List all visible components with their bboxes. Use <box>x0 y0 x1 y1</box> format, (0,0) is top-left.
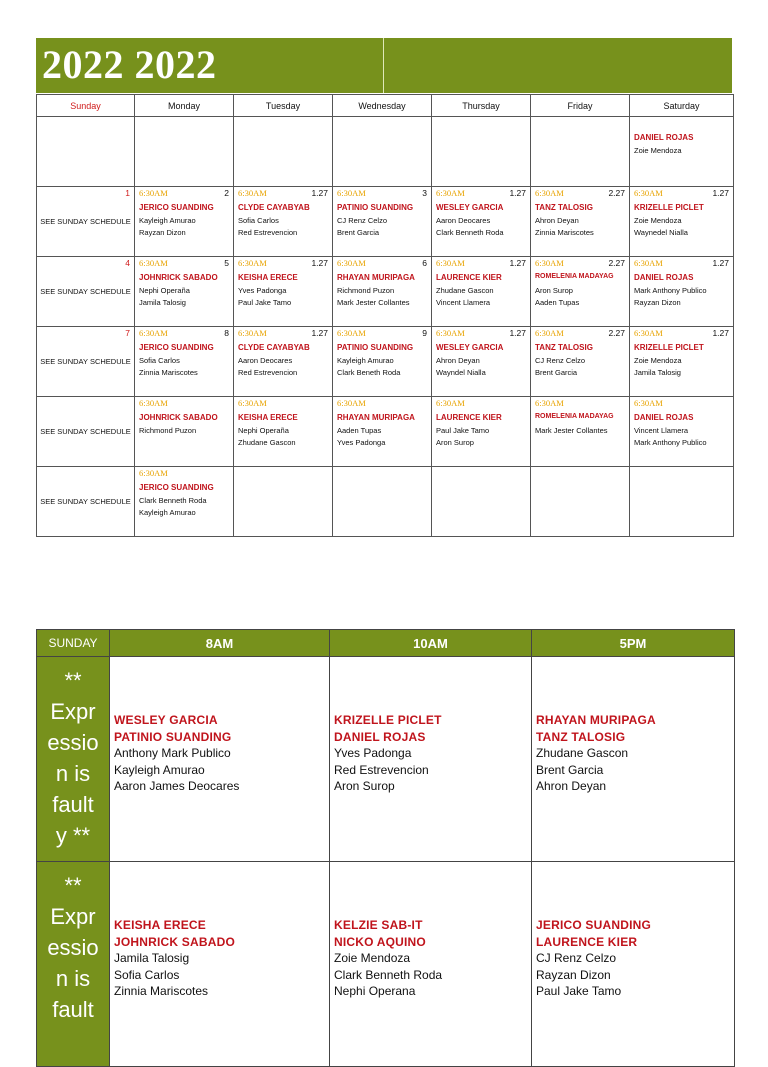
calendar-cell <box>135 397 234 467</box>
page-title: 2022 2022 <box>42 42 217 87</box>
shift-leader: TANZ TALOSIG <box>535 343 593 352</box>
date-number: 1.27 <box>311 328 328 338</box>
calendar-cell <box>432 467 531 537</box>
date-number: 1.27 <box>712 188 729 198</box>
date-number: 1.27 <box>311 258 328 268</box>
date-number: 2.27 <box>608 328 625 338</box>
sunday-note-text: SEE SUNDAY SCHEDULE <box>40 217 131 226</box>
sunday-schedule-note <box>37 357 134 367</box>
shift-member: Aron Surop <box>436 438 474 447</box>
slot-leader: KELZIE SAB-IT <box>334 918 423 932</box>
calendar-header-row <box>37 95 734 117</box>
shift-leader: JOHNRICK SABADO <box>139 273 218 282</box>
shift-member: Clark Beneth Roda <box>337 368 401 377</box>
shift-time: 6:30AM <box>634 258 663 268</box>
shift-member: Ahron Deyan <box>535 216 579 225</box>
date-number: 2.27 <box>608 258 625 268</box>
slot-member: Anthony Mark Publico <box>114 746 231 760</box>
shift-leader: LAURENCE KIER <box>436 273 502 282</box>
shift-member: Kayleigh Amurao <box>139 216 196 225</box>
shift-member: Paul Jake Tamo <box>238 298 292 307</box>
day-header-monday: Monday <box>135 95 234 117</box>
calendar-cell <box>432 187 531 257</box>
date-number: 4 <box>125 258 130 268</box>
shift-leader: DANIEL ROJAS <box>634 413 694 422</box>
shift-leader: JERICO SUANDING <box>139 343 214 352</box>
shift-time: 6:30AM <box>436 188 465 198</box>
slot-leader: RHAYAN MURIPAGA <box>536 713 656 727</box>
sunday-note-text: SEE SUNDAY SCHEDULE <box>40 427 131 436</box>
slot-leader: NICKO AQUINO <box>334 934 426 949</box>
shift-leader: WESLEY GARCIA <box>436 203 504 212</box>
calendar-cell <box>630 257 734 327</box>
calendar-cell <box>531 467 630 537</box>
shift-member: Vincent Llamera <box>634 426 689 435</box>
calendar-week-row <box>37 397 734 467</box>
shift-time: 6:30AM <box>238 258 267 268</box>
time-header-10am: 10AM <box>330 630 532 657</box>
shift-time: 6:30AM <box>337 398 366 408</box>
calendar-cell <box>234 467 333 537</box>
date-number: 2 <box>224 188 229 198</box>
shift-time: 6:30AM <box>634 398 663 408</box>
shift-time: 6:30AM <box>535 258 564 268</box>
shift-member: Mark Anthony Publico <box>634 438 707 447</box>
sunday-slot-cell <box>532 862 735 1067</box>
shift-member: Aron Surop <box>535 286 573 295</box>
shift-leader: TANZ TALOSIG <box>535 203 593 212</box>
shift-member: Zinnia Mariscotes <box>535 228 594 237</box>
date-number: 6 <box>422 258 427 268</box>
slot-leader: TANZ TALOSIG <box>536 729 626 744</box>
shift-leader: JERICO SUANDING <box>139 203 214 212</box>
shift-leader: LAURENCE KIER <box>436 413 502 422</box>
shift-member: Jamila Talosig <box>139 298 186 307</box>
shift-member: Kayleigh Amurao <box>139 508 196 517</box>
shift-member: Aaron Deocares <box>436 216 491 225</box>
shift-member: Red Estrevencion <box>238 228 298 237</box>
slot-member: Jamila Talosig <box>114 951 190 965</box>
date-number: 1.27 <box>509 188 526 198</box>
day-header-wednesday: Wednesday <box>333 95 432 117</box>
calendar-cell <box>531 187 630 257</box>
slot-member: CJ Renz Celzo <box>536 951 617 965</box>
date-number: 2.27 <box>608 188 625 198</box>
date-number: 1 <box>125 188 130 198</box>
shift-member: Rayzan Dizon <box>634 298 681 307</box>
date-number: 1.27 <box>509 328 526 338</box>
shift-time: 6:30AM <box>634 188 663 198</box>
calendar-cell <box>333 117 432 187</box>
shift-time: 6:30AM <box>535 188 564 198</box>
error-text-line: ** <box>64 873 82 898</box>
calendar-cell <box>234 117 333 187</box>
calendar-cell <box>630 187 734 257</box>
sunday-schedule-note <box>37 427 134 437</box>
slot-member: Nephi Operana <box>334 984 416 998</box>
slot-leader: JERICO SUANDING <box>536 918 652 932</box>
calendar-cell <box>234 187 333 257</box>
slot-member: Kayleigh Amurao <box>114 762 205 777</box>
shift-member: Mark Jester Collantes <box>535 426 608 435</box>
shift-member: Ahron Deyan <box>436 356 480 365</box>
slot-member: Rayzan Dizon <box>536 967 611 982</box>
shift-time: 6:30AM <box>139 468 168 478</box>
calendar-cell-sunday <box>37 467 135 537</box>
calendar-cell-sunday <box>37 187 135 257</box>
sunday-date-cell <box>37 657 110 862</box>
day-header-tuesday: Tuesday <box>234 95 333 117</box>
shift-member: Aaron Deocares <box>238 356 293 365</box>
error-text-line: essio <box>47 730 99 755</box>
shift-leader: DANIEL ROJAS <box>634 273 694 282</box>
shift-leader: JERICO SUANDING <box>139 483 214 492</box>
error-text-line: essio <box>47 935 99 960</box>
shift-member: Aaden Tupas <box>337 426 382 435</box>
shift-time: 6:30AM <box>139 328 168 338</box>
sunday-slot-cell <box>110 657 330 862</box>
calendar-cell <box>432 257 531 327</box>
slot-member: Aron Surop <box>334 779 395 793</box>
calendar-cell <box>135 467 234 537</box>
shift-leader: KEISHA ERECE <box>238 413 298 422</box>
shift-leader: KEISHA ERECE <box>238 273 298 282</box>
shift-member: Mark Anthony Publico <box>634 286 707 295</box>
slot-leader: JOHNRICK SABADO <box>114 934 236 949</box>
calendar-cell <box>531 257 630 327</box>
shift-leader: JOHNRICK SABADO <box>139 413 218 422</box>
slot-member: Brent Garcia <box>536 762 604 777</box>
shift-member: Red Estrevencion <box>238 368 298 377</box>
date-number: 8 <box>224 328 229 338</box>
calendar-cell <box>37 117 135 187</box>
shift-time: 6:30AM <box>238 328 267 338</box>
calendar-cell-sunday <box>37 257 135 327</box>
date-number: 1.27 <box>311 188 328 198</box>
sunday-schedule-note <box>37 287 134 297</box>
slot-leader: LAURENCE KIER <box>536 934 638 949</box>
slot-leader: KEISHA ERECE <box>114 918 206 932</box>
header-banner <box>36 38 732 93</box>
time-header-8am: 8AM <box>110 630 330 657</box>
shift-member: Clark Benneth Roda <box>139 496 207 505</box>
shift-member: CJ Renz Celzo <box>535 356 586 365</box>
shift-member: Richmond Puzon <box>139 426 197 435</box>
slot-member: Zoie Mendoza <box>334 951 411 965</box>
shift-member: CJ Renz Celzo <box>337 216 388 225</box>
shift-member: Brent Garcia <box>535 368 578 377</box>
sunday-schedule-note <box>37 217 134 227</box>
day-header-sunday: Sunday <box>37 95 135 117</box>
date-number: 7 <box>125 328 130 338</box>
sunday-note-text: SEE SUNDAY SCHEDULE <box>40 497 131 506</box>
slot-member: Sofia Carlos <box>114 967 180 982</box>
sunday-note-text: SEE SUNDAY SCHEDULE <box>40 287 131 296</box>
calendar-cell <box>135 117 234 187</box>
shift-leader: RHAYAN MURIPAGA <box>337 413 415 422</box>
error-text-line: n is <box>55 966 91 991</box>
shift-time: 6:30AM <box>238 188 267 198</box>
day-header-saturday: Saturday <box>630 95 734 117</box>
shift-leader: PATINIO SUANDING <box>337 343 414 352</box>
shift-member: Clark Benneth Roda <box>436 228 504 237</box>
shift-member: Zoie Mendoza <box>634 146 682 155</box>
sunday-date-cell <box>37 862 110 1067</box>
date-number: 3 <box>422 188 427 198</box>
calendar-cell <box>234 397 333 467</box>
sunday-label: SUNDAY <box>37 630 110 657</box>
slot-leader: PATINIO SUANDING <box>114 729 232 744</box>
shift-member: Richmond Puzon <box>337 286 395 295</box>
sunday-slot-cell <box>110 862 330 1067</box>
calendar-cell <box>432 117 531 187</box>
error-text-line: Expr <box>50 904 96 929</box>
error-text-line: n is <box>55 761 91 786</box>
banner-divider <box>383 38 384 93</box>
shift-member: Yves Padonga <box>238 286 287 295</box>
sunday-slot-cell <box>330 657 532 862</box>
shift-member: Vincent Llamera <box>436 298 491 307</box>
day-header-thursday: Thursday <box>432 95 531 117</box>
date-number: 9 <box>422 328 427 338</box>
sunday-schedule-note <box>37 497 134 507</box>
calendar-cell <box>432 327 531 397</box>
calendar-cell <box>333 187 432 257</box>
slot-member: Yves Padonga <box>334 746 412 760</box>
calendar-cell <box>630 117 734 187</box>
calendar-cell <box>135 187 234 257</box>
shift-member: Sofia Carlos <box>238 216 279 225</box>
shift-member: Wayndel Nialla <box>436 368 486 377</box>
sunday-row <box>37 862 735 1067</box>
shift-time: 6:30AM <box>436 258 465 268</box>
slot-member: Zhudane Gascon <box>536 746 629 760</box>
shift-leader: CLYDE CAYABYAB <box>238 203 310 212</box>
calendar-cell <box>432 397 531 467</box>
shift-time: 6:30AM <box>238 398 267 408</box>
shift-leader: KRIZELLE PICLET <box>634 343 704 352</box>
shift-leader: DANIEL ROJAS <box>634 133 694 142</box>
shift-time: 6:30AM <box>436 398 465 408</box>
calendar-cell <box>135 257 234 327</box>
time-header-5pm: 5PM <box>532 630 735 657</box>
shift-leader: RHAYAN MURIPAGA <box>337 273 415 282</box>
calendar-cell-sunday <box>37 397 135 467</box>
slot-member: Red Estrevencion <box>334 762 429 777</box>
calendar-week-row <box>37 467 734 537</box>
calendar-cell <box>333 257 432 327</box>
date-number: 5 <box>224 258 229 268</box>
shift-time: 6:30AM <box>337 328 366 338</box>
calendar-cell <box>630 397 734 467</box>
sunday-schedule-table <box>36 629 735 1067</box>
date-number: 1.27 <box>712 258 729 268</box>
shift-member: Paul Jake Tamo <box>436 426 490 435</box>
shift-time: 6:30AM <box>139 188 168 198</box>
date-number: 1.27 <box>712 328 729 338</box>
shift-member: Yves Padonga <box>337 438 386 447</box>
shift-member: Kayleigh Amurao <box>337 356 394 365</box>
slot-member: Ahron Deyan <box>536 779 607 793</box>
calendar-cell <box>333 397 432 467</box>
error-text-line: Expr <box>50 699 96 724</box>
calendar-cell <box>531 397 630 467</box>
shift-member: Jamila Talosig <box>634 368 681 377</box>
monthly-calendar <box>36 94 734 537</box>
shift-leader: PATINIO SUANDING <box>337 203 414 212</box>
shift-leader: ROMELENIA MADAYAG <box>535 413 614 420</box>
slot-leader: WESLEY GARCIA <box>114 713 218 727</box>
slot-member: Aaron James Deocares <box>114 779 240 793</box>
calendar-cell-sunday <box>37 327 135 397</box>
shift-time: 6:30AM <box>139 258 168 268</box>
shift-member: Zoie Mendoza <box>634 216 682 225</box>
slot-member: Clark Benneth Roda <box>334 967 443 982</box>
shift-time: 6:30AM <box>436 328 465 338</box>
calendar-cell <box>234 257 333 327</box>
shift-member: Sofia Carlos <box>139 356 180 365</box>
shift-member: Mark Jester Collantes <box>337 298 410 307</box>
calendar-cell <box>531 327 630 397</box>
error-text-line: fault <box>52 792 94 817</box>
shift-time: 6:30AM <box>535 328 564 338</box>
slot-member: Zinnia Mariscotes <box>114 984 209 998</box>
shift-member: Zhudane Gascon <box>238 438 296 447</box>
error-text-line: ** <box>64 668 82 693</box>
calendar-week-row <box>37 187 734 257</box>
day-header-friday: Friday <box>531 95 630 117</box>
shift-leader: WESLEY GARCIA <box>436 343 504 352</box>
error-text-line: y ** <box>55 823 91 848</box>
shift-time: 6:30AM <box>337 258 366 268</box>
shift-member: Aaden Tupas <box>535 298 580 307</box>
shift-time: 6:30AM <box>139 398 168 408</box>
shift-member: Zhudane Gascon <box>436 286 494 295</box>
slot-leader: DANIEL ROJAS <box>334 729 426 744</box>
slot-member: Paul Jake Tamo <box>536 984 622 998</box>
slot-leader: KRIZELLE PICLET <box>334 713 442 727</box>
shift-member: Nephi Operaña <box>238 426 289 435</box>
shift-leader: CLYDE CAYABYAB <box>238 343 310 352</box>
error-text-line: fault <box>52 997 94 1022</box>
shift-member: Zinnia Mariscotes <box>139 368 198 377</box>
shift-member: Waynedel Nialla <box>634 228 688 237</box>
shift-time: 6:30AM <box>337 188 366 198</box>
calendar-cell <box>333 467 432 537</box>
sunday-row <box>37 657 735 862</box>
calendar-cell <box>333 327 432 397</box>
calendar-cell <box>135 327 234 397</box>
calendar-cell <box>234 327 333 397</box>
sunday-header-row <box>37 630 735 657</box>
calendar-cell <box>531 117 630 187</box>
shift-leader: KRIZELLE PICLET <box>634 203 704 212</box>
shift-member: Brent Garcia <box>337 228 380 237</box>
calendar-week-row <box>37 117 734 187</box>
shift-member: Nephi Operaña <box>139 286 190 295</box>
sunday-slot-cell <box>330 862 532 1067</box>
sunday-slot-cell <box>532 657 735 862</box>
sunday-note-text: SEE SUNDAY SCHEDULE <box>40 357 131 366</box>
date-number: 1.27 <box>509 258 526 268</box>
calendar-cell <box>630 327 734 397</box>
shift-time: 6:30AM <box>535 398 564 408</box>
shift-member: Rayzan Dizon <box>139 228 186 237</box>
shift-time: 6:30AM <box>634 328 663 338</box>
calendar-week-row <box>37 257 734 327</box>
shift-leader: ROMELENIA MADAYAG <box>535 273 614 280</box>
shift-member: Zoie Mendoza <box>634 356 682 365</box>
calendar-cell <box>630 467 734 537</box>
calendar-week-row <box>37 327 734 397</box>
